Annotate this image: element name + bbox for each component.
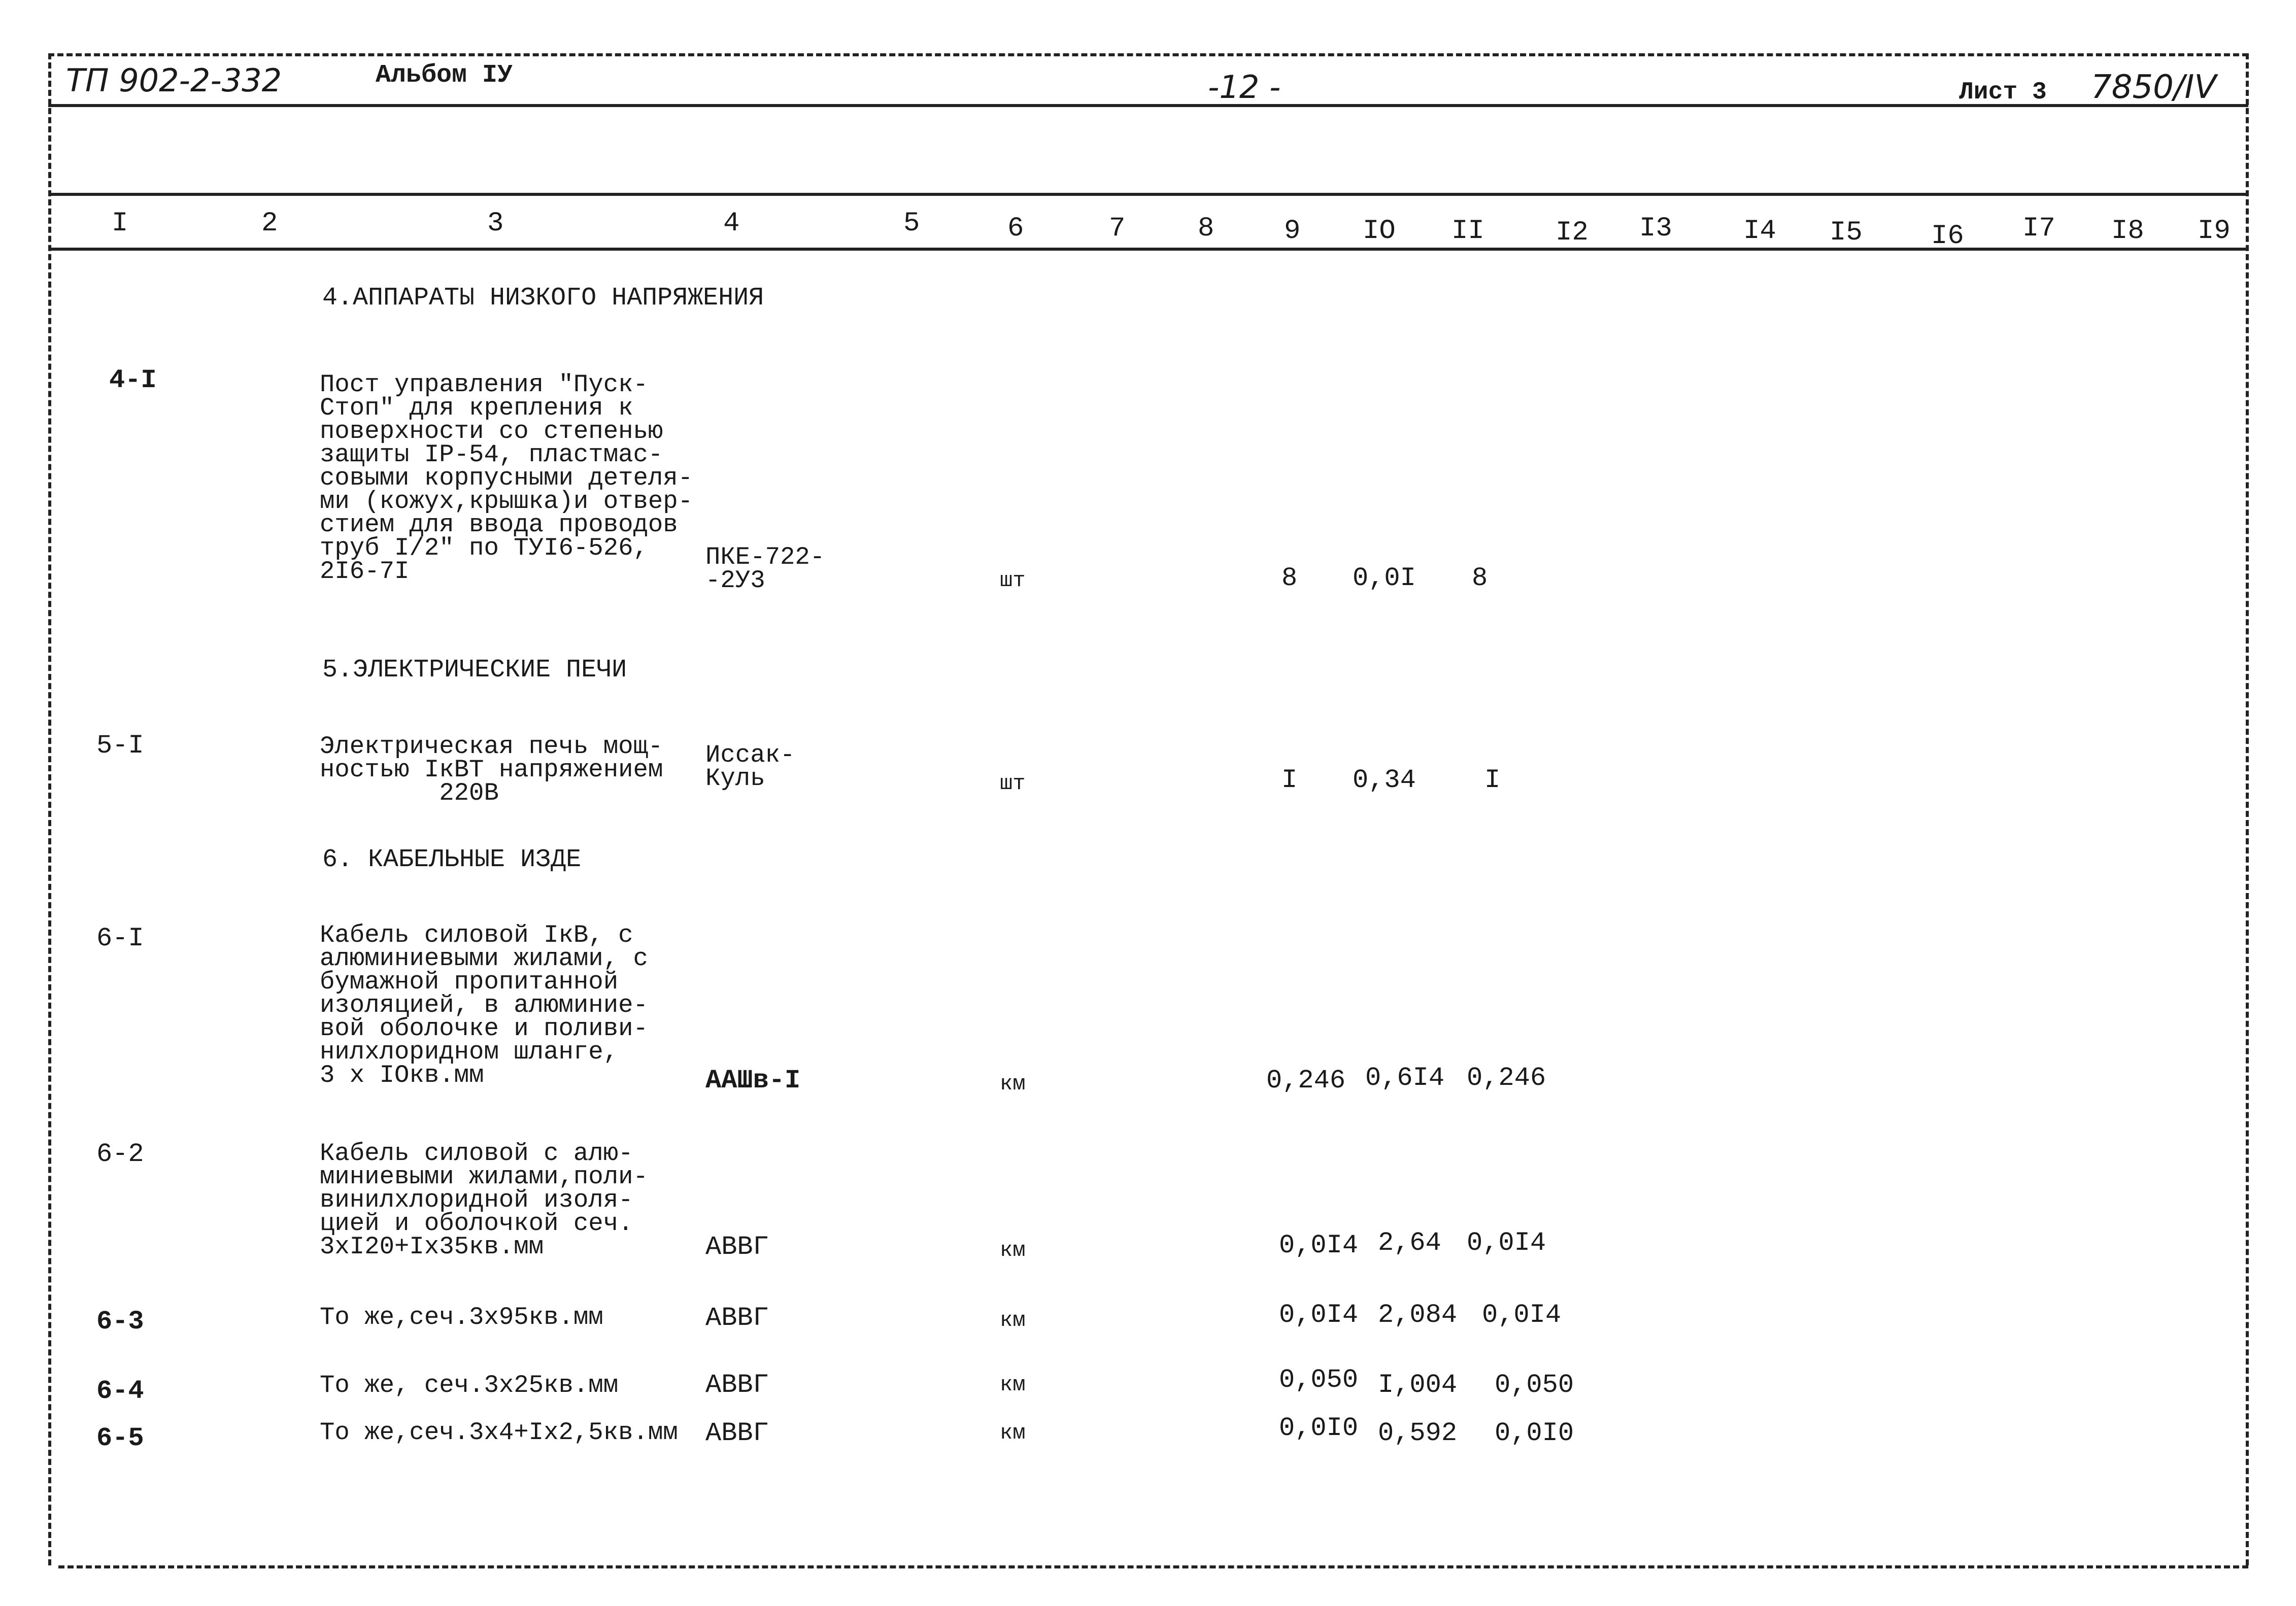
column-number: I5: [1830, 217, 1863, 248]
value-col-9: I: [1281, 765, 1298, 795]
value-col-10: 0,6I4: [1365, 1063, 1445, 1093]
item-type: АВВГ: [705, 1370, 769, 1400]
item-unit: км: [1000, 1238, 1026, 1262]
item-number: 6-I: [96, 924, 144, 953]
item-type: АВВГ: [705, 1418, 769, 1448]
value-col-11: 0,0I0: [1495, 1418, 1574, 1448]
column-number: 5: [903, 208, 920, 239]
doc-code: ТП 902-2-332: [66, 62, 282, 99]
column-number: 8: [1198, 213, 1214, 244]
column-number: I7: [2022, 213, 2055, 244]
column-number: I3: [1639, 213, 1672, 244]
item-number: 4-I: [109, 365, 157, 395]
item-unit: км: [1000, 1421, 1026, 1445]
column-number: 9: [1284, 216, 1301, 247]
value-col-10: 0,592: [1378, 1418, 1458, 1448]
item-description: То же, сеч.3х25кв.мм: [320, 1371, 619, 1399]
sheet-label: Лист 3: [1959, 79, 2047, 106]
item-description: Кабель силовой IкВ, с алюминиевыми жилами, с бумажной пропитанной изоляцией, в алюминие- вой оболочке и поливи- нилхлоридном шланге, 3 х IОкв.мм: [320, 921, 648, 1089]
value-col-10: 0,34: [1353, 765, 1416, 795]
value-col-11: I: [1484, 765, 1501, 795]
archive-number: 7850/IV: [2091, 69, 2217, 106]
value-col-11: 8: [1472, 563, 1488, 593]
value-col-10: I,004: [1378, 1370, 1458, 1400]
value-col-9: 0,0I4: [1279, 1231, 1359, 1260]
value-col-10: 0,0I: [1353, 563, 1416, 593]
value-col-9: 8: [1281, 563, 1298, 593]
column-number: I2: [1556, 217, 1589, 248]
item-unit: шт: [1000, 568, 1026, 593]
item-type: ПКЕ-722- -2У3: [705, 543, 825, 595]
item-unit: км: [1000, 1373, 1026, 1397]
column-number: I8: [2111, 216, 2144, 247]
item-number: 6-4: [96, 1376, 144, 1406]
value-col-11: 0,246: [1467, 1063, 1546, 1093]
item-unit: км: [1000, 1072, 1026, 1096]
item-type: АВВГ: [705, 1232, 769, 1262]
section-title: 5.ЭЛЕКТРИЧЕСКИЕ ПЕЧИ: [322, 656, 627, 685]
column-number: I6: [1931, 221, 1964, 252]
column-number: 6: [1007, 213, 1024, 244]
item-type: ААШв-I: [705, 1066, 801, 1096]
item-number: 5-I: [96, 731, 144, 761]
column-number: I: [112, 208, 128, 239]
item-description: Пост управления "Пуск- Стоп" для крепления к поверхности со степенью защиты IP-54, пластмас- совыми корпусными детеля- ми (кожух,крышка)и отвер- стием для ввода проводов труб I/2" по ТУI6-526, 2I6-7I: [320, 370, 693, 586]
column-number: IO: [1363, 216, 1396, 247]
value-col-11: 0,0I4: [1467, 1228, 1546, 1258]
column-number: 7: [1109, 213, 1126, 244]
value-col-9: 0,0I0: [1279, 1413, 1359, 1443]
column-number: I4: [1743, 216, 1776, 247]
value-col-11: 0,050: [1495, 1370, 1574, 1400]
value-col-9: 0,246: [1266, 1066, 1346, 1096]
album-label: Альбом IУ: [376, 61, 513, 90]
section-title: 4.АППАРАТЫ НИЗКОГО НАПРЯЖЕНИЯ: [322, 284, 764, 313]
page-number: -12 -: [1208, 69, 1281, 106]
value-col-11: 0,0I4: [1482, 1300, 1562, 1330]
item-unit: шт: [1000, 771, 1026, 796]
item-number: 6-3: [96, 1307, 144, 1337]
item-description: Электрическая печь мощ- ностью IкВТ напряжением 220В: [320, 732, 663, 807]
item-description: То же,сеч.3х95кв.мм: [320, 1303, 603, 1331]
column-number: I9: [2198, 216, 2231, 247]
section-title: 6. КАБЕЛЬНЫЕ ИЗДЕ: [322, 845, 582, 874]
column-number: 3: [487, 208, 504, 239]
item-type: Иссак- Куль: [705, 741, 795, 793]
value-col-9: 0,0I4: [1279, 1300, 1359, 1330]
value-col-10: 2,64: [1378, 1228, 1441, 1258]
item-description: То же,сеч.3х4+Iх2,5кв.мм: [320, 1418, 678, 1447]
item-description: Кабель силовой с алю- миниевыми жилами,поли- винилхлоридной изоля- цией и оболочкой сеч. 3хI20+Iх35кв.мм: [320, 1139, 648, 1261]
value-col-9: 0,050: [1279, 1365, 1359, 1395]
column-number: 4: [723, 208, 740, 239]
column-number: 2: [261, 208, 278, 239]
item-number: 6-5: [96, 1423, 144, 1453]
column-number: II: [1451, 216, 1484, 247]
item-unit: км: [1000, 1308, 1026, 1332]
item-type: АВВГ: [705, 1303, 769, 1333]
item-number: 6-2: [96, 1139, 144, 1169]
value-col-10: 2,084: [1378, 1300, 1458, 1330]
